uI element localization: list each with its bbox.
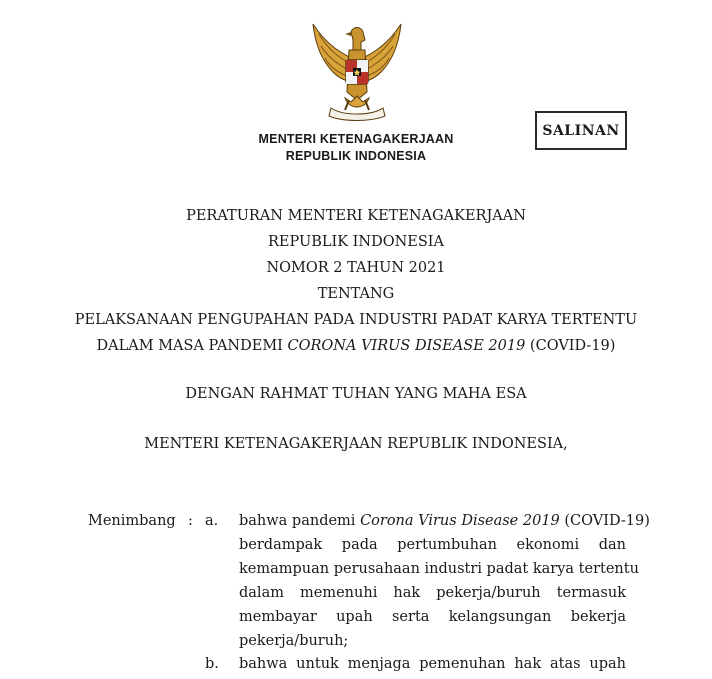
item-b-marker: b. [205, 656, 219, 672]
considering-label: Menimbang [88, 513, 176, 529]
ministry-name: MENTERI KETENAGAKERJAAN [258, 132, 454, 146]
item-a-line4: dalam memenuhi hak pekerja/buruh termasuk [239, 585, 626, 601]
item-a-line5: membayar upah serta kelangsungan bekerja [239, 609, 626, 625]
item-a-line2: berdampak pada pertumbuhan ekonomi dan [239, 537, 626, 553]
copy-stamp: SALINAN [535, 111, 627, 150]
regulation-title: PERATURAN MENTERI KETENAGAKERJAAN [186, 208, 526, 224]
republic-name: REPUBLIK INDONESIA [285, 149, 427, 163]
item-a-line3: kemampuan perusahaan industri padat karya tertentu [239, 561, 639, 577]
item-a-marker: a. [205, 513, 219, 529]
item-a-line1: bahwa pandemi Corona Virus Disease 2019 (COVID-19) [239, 513, 650, 529]
blessing-line: DENGAN RAHMAT TUHAN YANG MAHA ESA [185, 386, 527, 402]
item-a-line6: pekerja/buruh; [239, 633, 349, 649]
item-b-line1: bahwa untuk menjaga pemenuhan hak atas upah [239, 656, 626, 672]
regulation-republic: REPUBLIK INDONESIA [267, 234, 444, 250]
considering-colon: : [188, 513, 193, 529]
authority-line: MENTERI KETENAGAKERJAAN REPUBLIK INDONESIA, [144, 436, 568, 452]
regulation-number: NOMOR 2 TAHUN 2021 [266, 260, 446, 276]
garuda-emblem-icon [305, 20, 409, 124]
regulation-subject-line1: PELAKSANAAN PENGUPAHAN PADA INDUSTRI PADAT KARYA TERTENTU [74, 312, 638, 328]
regulation-about: TENTANG [317, 286, 395, 302]
regulation-subject-line2: DALAM MASA PANDEMI CORONA VIRUS DISEASE 2019 (COVID-19) [96, 338, 616, 354]
